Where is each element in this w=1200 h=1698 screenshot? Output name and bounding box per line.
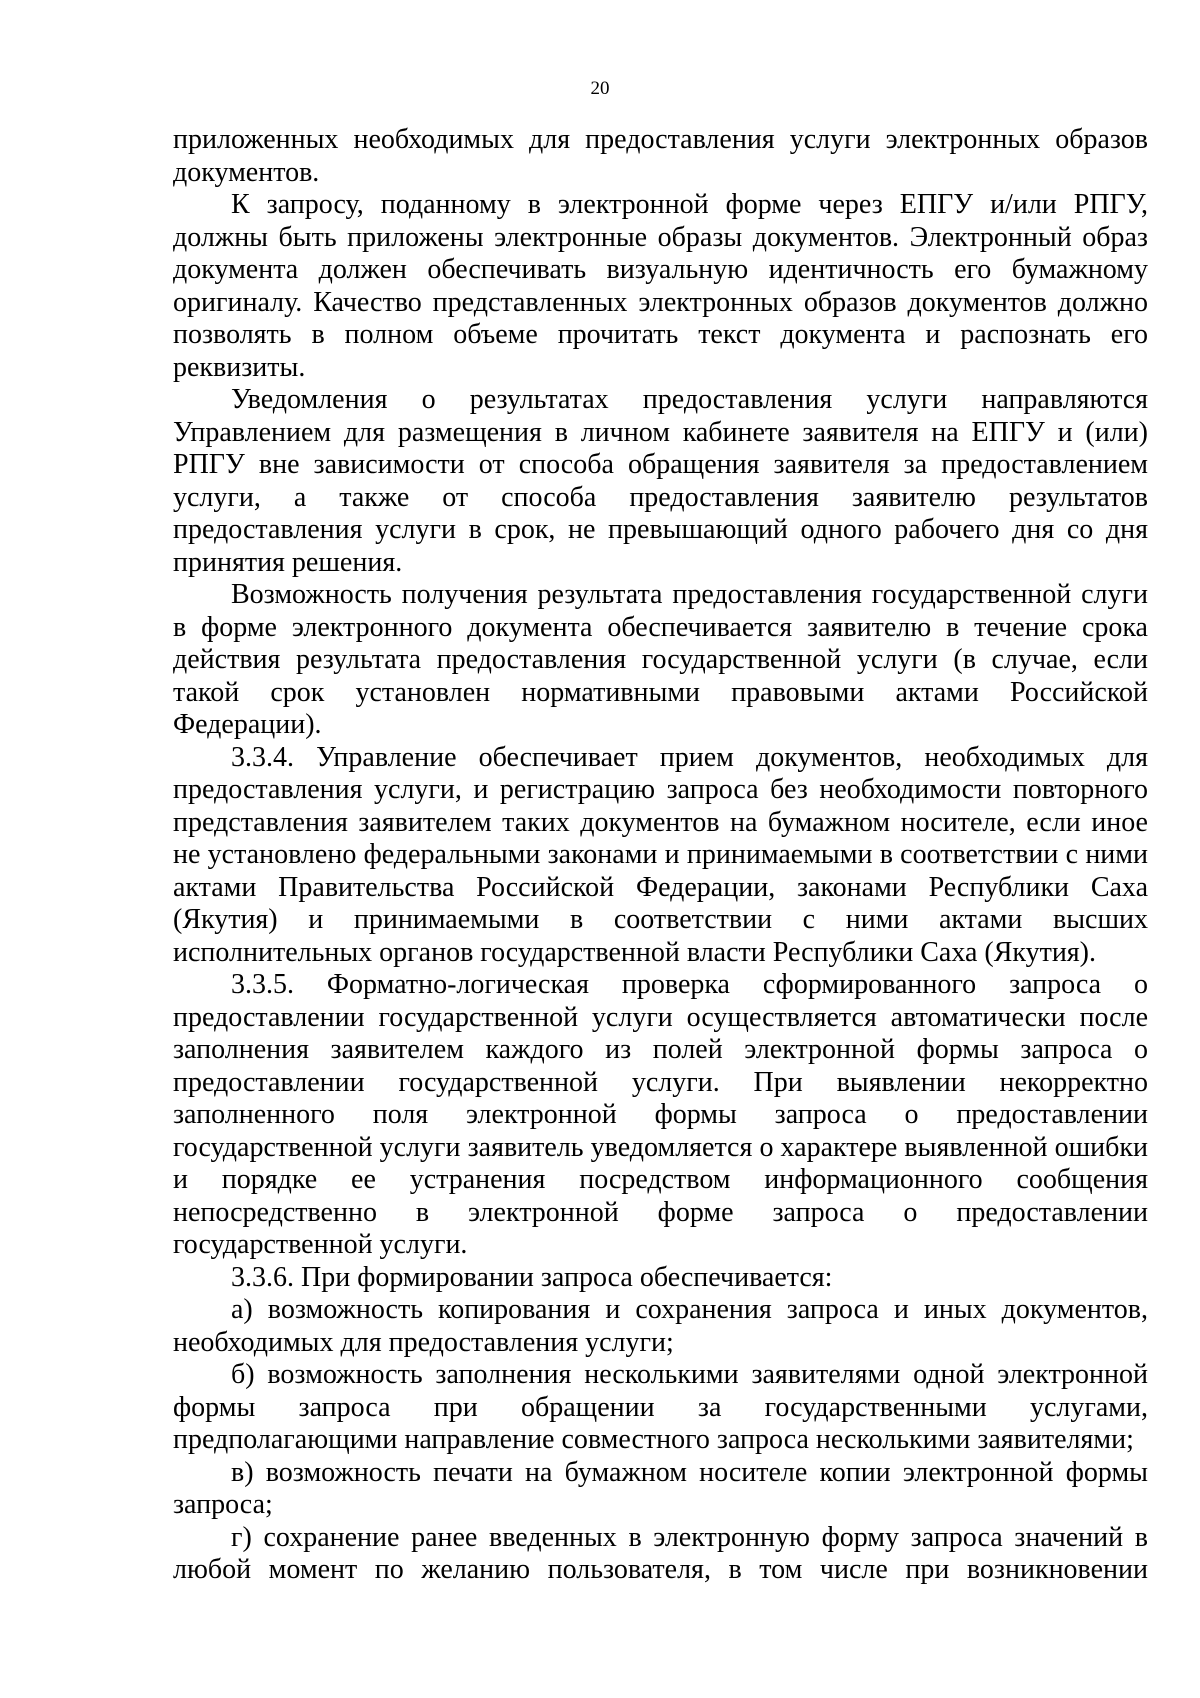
list-item-b: б) возможность заполнения несколькими заявителями одной электронной формы запроса при обращении за государственными услугами, предполагающими направление совместного запроса несколькими заявителями; [173, 1359, 1148, 1455]
list-item-g: г) сохранение ранее введенных в электронную форму запроса значений в любой момент по желанию пользователя, в том числе при возникновении [173, 1521, 1148, 1585]
list-item-a: а) возможность копирования и сохранения запроса и иных документов, необходимых для предоставления услуги; [173, 1294, 1148, 1358]
paragraph-continuation: приложенных необходимых для предоставления услуги электронных образов документов. [173, 124, 1148, 188]
paragraph-3-3-6: 3.3.6. При формировании запроса обеспечивается: [231, 1261, 833, 1293]
paragraph-electronic-result: Возможность получения результата предоставления государственной слуги в форме электронного документа обеспечивается заявителю в течение срока действия результата предоставления государственной услуги (в случае, если такой срок установлен нормативными правовыми актами Российской Федерации). [173, 579, 1148, 740]
paragraph-3-3-5: 3.3.5. Форматно-логическая проверка сформированного запроса о предоставлении государственной услуги осуществляется автоматически после заполнения заявителем каждого из полей электронной формы запроса о предоставлении государственной услуги. При выявлении некорректно заполненного поля электронной формы запроса о предоставлении государственной услуги заявитель уведомляется о характере выявленной ошибки и порядке ее устранения посредством информационного сообщения непосредственно в электронной форме запроса о предоставлении государственной услуги. [173, 969, 1148, 1260]
paragraph-notifications: Уведомления о результатах предоставления услуги направляются Управлением для размещения в личном кабинете заявителя на ЕПГУ и (или) РПГУ вне зависимости от способа обращения заявителя за предоставлением услуги, а также от способа предоставления заявителю результатов предоставления услуги в срок, не превышающий одного рабочего дня со дня принятия решения. [173, 384, 1148, 578]
list-item-v: в) возможность печати на бумажном носителе копии электронной формы запроса; [173, 1456, 1148, 1520]
paragraph-3-3-4: 3.3.4. Управление обеспечивает прием документов, необходимых для предоставления услуги, и регистрацию запроса без необходимости повторного представления заявителем таких документов на бумажном носителе, если иное не установлено федеральными законами и принимаемыми в соответствии с ними актами Правительства Российской Федерации, законами Республики Саха (Якутия) и принимаемыми в соответствии с ними актами высших исполнительных органов государственной власти Республики Саха (Якутия). [173, 741, 1148, 968]
paragraph-electronic-documents: К запросу, поданному в электронной форме через ЕПГУ и/или РПГУ, должны быть приложены электронные образы документов. Электронный образ документа должен обеспечивать визуальную идентичность его бумажному оригиналу. Качество представленных электронных образов документов должно позволять в полном объеме прочитать текст документа и распознать его реквизиты. [173, 189, 1148, 383]
page-number: 20 [590, 78, 610, 99]
document-body [173, 124, 1148, 1587]
